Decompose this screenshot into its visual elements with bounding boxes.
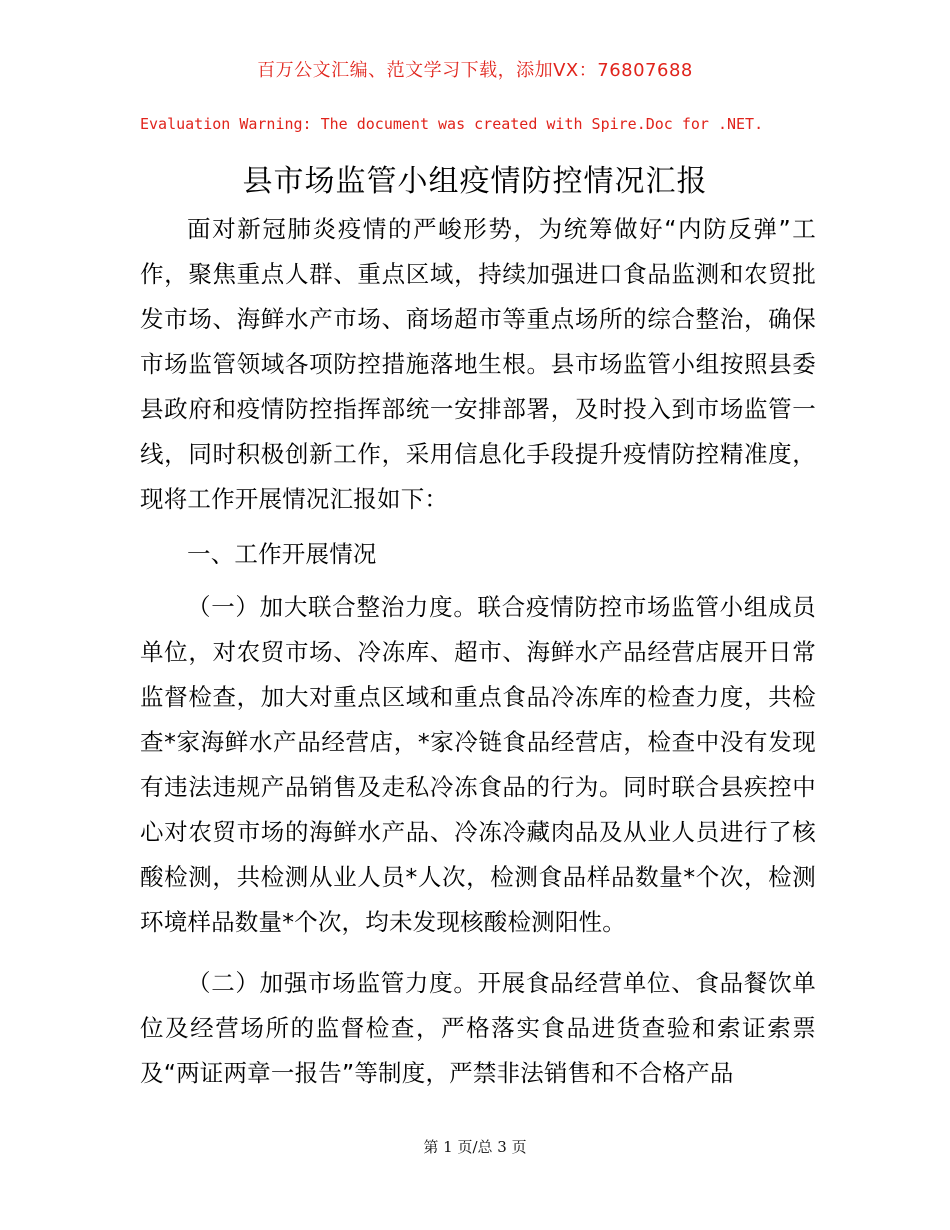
evaluation-warning: Evaluation Warning: The document was created with Spire.Doc for .NET. xyxy=(140,115,764,133)
intro-paragraph: 面对新冠肺炎疫情的严峻形势，为统筹做好“内防反弹”工作，聚焦重点人群、重点区域，持续加强进口食品监测和农贸批发市场、海鲜水产市场、商场超市等重点场所的综合整治，确保市场监管领域各项防控措施落地生根。县市场监管小组按照县委县政府和疫情防控指挥部统一安排部署，及时投入到市场监管一线，同时积极创新工作，采用信息化手段提升疫情防控精准度，现将工作开展情况汇报如下： xyxy=(140,215,816,513)
body-paragraph: （二）加强市场监管力度。开展食品经营单位、食品餐饮单位及经营场所的监督检查，严格落实食品进货查验和索证索票及“两证两章一报告”等制度，严禁非法销售和不合格产品 xyxy=(140,969,816,1087)
page-number: 第 1 页/总 3 页 xyxy=(423,1138,527,1156)
document-body xyxy=(140,207,816,1096)
body-paragraph: （一）加大联合整治力度。联合疫情防控市场监管小组成员单位，对农贸市场、冷冻库、超市、海鲜水产品经营店展开日常监督检查，加大对重点区域和重点食品冷冻库的检查力度，共检查*家海鲜水产品经营店，*家冷链食品经营店，检查中没有发现有违法违规产品销售及走私冷冻食品的行为。同时联合县疾控中心对农贸市场的海鲜水产品、冷冻冷藏肉品及从业人员进行了核酸检测，共检测从业人员*人次，检测食品样品数量*个次，检测环境样品数量*个次，均未发现核酸检测阳性。 xyxy=(140,593,816,936)
document-title: 县市场监管小组疫情防控情况汇报 xyxy=(242,164,708,199)
header-promo: 百万公文汇编、范文学习下载，添加VX：76807688 xyxy=(257,60,693,81)
section-heading: 一、工作开展情况 xyxy=(187,540,377,568)
